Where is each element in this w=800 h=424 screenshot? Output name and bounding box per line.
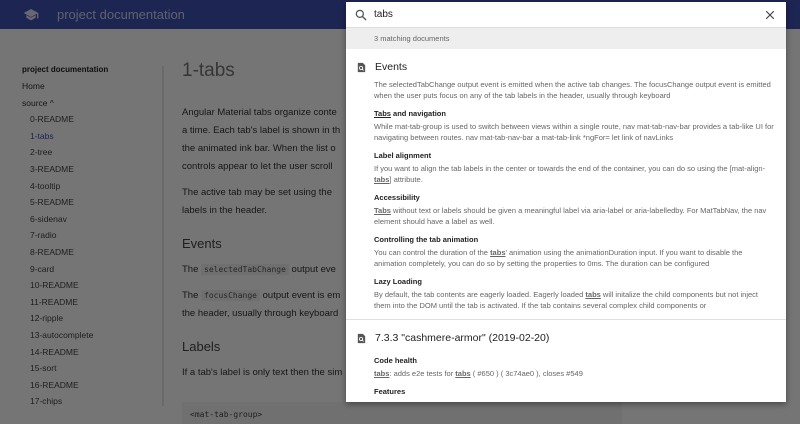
search-result[interactable] — [346, 57, 786, 311]
result-header[interactable] — [356, 57, 774, 77]
text: You can control the duration of the — [374, 248, 491, 257]
result-section[interactable] — [356, 355, 774, 379]
result-section[interactable] — [356, 276, 774, 311]
text: ( #650 ) ( 3c74ae0 ), closes #549 — [470, 369, 583, 378]
result-title[interactable]: Events — [375, 61, 408, 73]
text: ] attribute. — [389, 175, 423, 184]
section-text — [374, 289, 774, 311]
text: will initalize the child components but not inject them into the DOM until the tab is activated. If the tab contains several complex child components or — [374, 290, 758, 310]
highlight: Tabs — [374, 206, 391, 215]
highlight: tabs — [374, 369, 390, 378]
highlight: tabs — [490, 248, 506, 257]
result-title[interactable]: 7.3.3 "cashmere-armor" (2019-02-20) — [375, 332, 550, 344]
results-count: 3 matching documents — [346, 28, 786, 49]
section-text — [374, 163, 774, 185]
result-section[interactable] — [356, 108, 774, 143]
highlight: Tabs — [374, 109, 391, 118]
document-search-icon — [356, 62, 367, 73]
section-title: Label alignment — [374, 151, 432, 160]
section-text — [374, 205, 774, 227]
search-result[interactable] — [346, 328, 786, 397]
section-title: Code health — [374, 356, 417, 365]
search-input[interactable] — [374, 9, 744, 20]
close-icon[interactable] — [764, 9, 776, 21]
section-text — [374, 368, 774, 379]
result-header[interactable] — [356, 328, 774, 348]
result-section[interactable] — [356, 234, 774, 269]
highlight: tabs — [374, 175, 390, 184]
section-title: Features — [374, 387, 406, 396]
highlight: tabs — [585, 290, 601, 299]
search-panel — [346, 2, 786, 402]
section-title: Lazy Loading — [374, 277, 422, 286]
highlight: tabs — [455, 369, 471, 378]
search-icon — [354, 8, 368, 22]
result-section[interactable] — [356, 386, 774, 397]
section-text: While mat-tab-group is used to switch between views within a single route, nav mat-tab-nav-bar provides a tab-like UI for navigating between routes. nav mat-tab-nav-bar a mat-tab-link *ngFor= let link of navLinks — [374, 122, 774, 142]
section-text — [374, 247, 774, 269]
result-divider — [346, 319, 786, 320]
document-search-icon — [356, 333, 367, 344]
result-summary: The selectedTabChange output event is emitted when the active tab changes. The focusChange output event is emitted when the user puts focus on any of the tab labels in the header, usually through keyboard — [374, 80, 771, 100]
text: and navigation — [390, 109, 446, 118]
text: : adds e2e tests for — [389, 369, 456, 378]
result-section[interactable] — [356, 150, 774, 185]
text: ' animation using the animationDuration input. If you want to disable the animation completely, you can do so by setting the properties to 0ms. The duration can be configured — [374, 248, 743, 268]
text: By default, the tab contents are eagerly loaded. Eagerly loaded — [374, 290, 586, 299]
section-title: Controlling the tab animation — [374, 235, 479, 244]
result-section[interactable] — [356, 192, 774, 227]
search-bar — [346, 2, 786, 28]
section-title: Accessibility — [374, 193, 420, 202]
text: If you want to align the tab labels in the center or towards the end of the container, you can do so using the [mat-align- — [374, 164, 766, 173]
section-title — [374, 108, 774, 119]
text: without text or labels should be given a meaningful label via aria-label or aria-labelledby. For MatTabNav, the nav element should have a label as well. — [374, 206, 767, 226]
